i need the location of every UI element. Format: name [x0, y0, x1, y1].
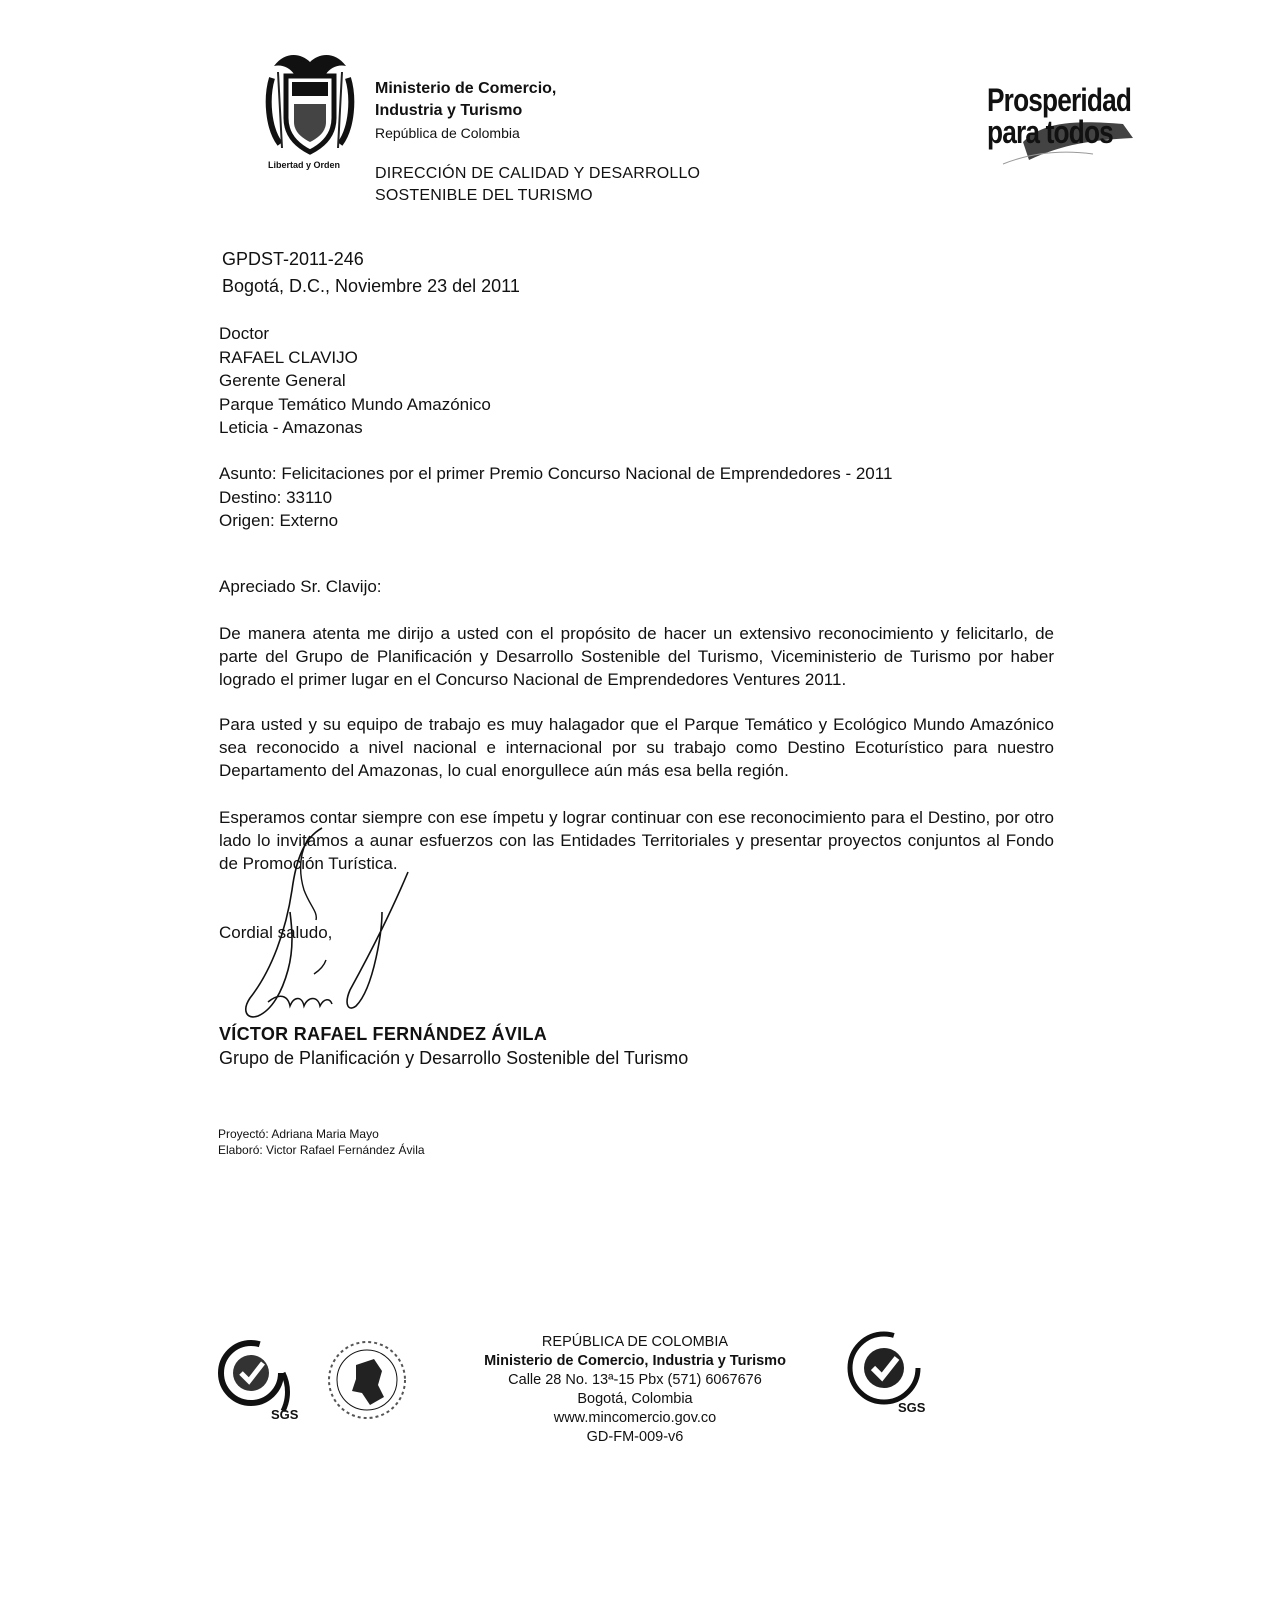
ministry-name-line2: Industria y Turismo — [375, 102, 523, 119]
direction-line1: DIRECCIÓN DE CALIDAD Y DESARROLLO — [375, 165, 701, 182]
closing-text: Cordial saludo, — [219, 923, 333, 942]
addressee-line: Gerente General — [219, 371, 346, 390]
footer-ministry: Ministerio de Comercio, Industria y Turismo — [484, 1353, 786, 1369]
reference-block — [222, 246, 520, 300]
addressee-line: Doctor — [219, 324, 270, 343]
prepared-by: Elaboró: Victor Rafael Fernández Ávila — [218, 1143, 425, 1157]
destination-line: Destino: 33110 — [219, 487, 333, 507]
footer-city: Bogotá, Colombia — [577, 1391, 693, 1407]
origin-line: Origen: Externo — [219, 511, 339, 530]
colombia-quality-seal — [322, 1335, 412, 1425]
drafting-credits — [218, 1126, 425, 1158]
coat-of-arms-seal — [264, 48, 356, 168]
sgs-label: SGS — [898, 1400, 926, 1415]
salutation: Apreciado Sr. Clavijo: — [219, 577, 382, 596]
seal-motto: Libertad y Orden — [268, 160, 341, 170]
sgs-label: SGS — [271, 1407, 299, 1422]
addressee-line: Parque Temático Mundo Amazónico — [219, 394, 491, 414]
footer-address — [460, 1333, 810, 1447]
direction-title — [375, 163, 700, 207]
body-paragraph: Esperamos contar siempre con ese ímpetu y lograr continuar con ese reconocimiento para el Destino, por otro lado lo invitamos a aunar esfuerzos con las Entidades Territoriales y presentar proyectos conjuntos al Fondo de Promoción Turística. — [219, 808, 1054, 873]
body-paragraph: Para usted y su equipo de trabajo es muy halagador que el Parque Temático y Ecológico Mundo Amazónico sea reconocido a nivel nacional e internacional por su trabajo como Destino Ecoturístico para nuestro Departamento del Amazonas, lo cual enorgullece aún más esa bella región. — [219, 715, 1054, 780]
handwritten-signature — [232, 820, 432, 1025]
subject-block — [219, 462, 892, 533]
addressee-block — [219, 322, 491, 440]
reference-number: GPDST-2011-246 — [222, 249, 364, 269]
sgs-certification-seal — [213, 1333, 303, 1423]
ministry-name-line1: Ministerio de Comercio, — [375, 80, 557, 97]
prosperidad-logo — [983, 82, 1153, 172]
footer-form-code: GD-FM-009-v6 — [586, 1429, 684, 1445]
subject-line: Asunto: Felicitaciones por el primer Premio Concurso Nacional de Emprendedores - 2011 — [219, 464, 893, 483]
sgs-iso-seal — [842, 1326, 932, 1416]
addressee-line: Leticia - Amazonas — [219, 418, 363, 437]
letter-date: Bogotá, D.C., Noviembre 23 del 2011 — [222, 276, 520, 296]
slogan-line2: para todos — [987, 114, 1113, 150]
signer-name: VÍCTOR RAFAEL FERNÁNDEZ ÁVILA — [219, 1024, 548, 1044]
projected-by: Proyectó: Adriana Maria Mayo — [218, 1127, 379, 1141]
signer-group: Grupo de Planificación y Desarrollo Sostenible del Turismo — [219, 1048, 689, 1068]
country-name: República de Colombia — [375, 125, 520, 141]
addressee-line: RAFAEL CLAVIJO — [219, 347, 358, 367]
footer-country: REPÚBLICA DE COLOMBIA — [541, 1334, 729, 1350]
ministry-header — [375, 78, 556, 144]
direction-line2: SOSTENIBLE DEL TURISMO — [375, 187, 593, 204]
footer-street: Calle 28 No. 13ª-15 Pbx (571) 6067676 — [508, 1372, 762, 1388]
body-paragraph: De manera atenta me dirijo a usted con el propósito de hacer un extensivo reconocimiento y felicitarlo, de parte del Grupo de Planificación y Desarrollo Sostenible del Turismo, Viceministerio de Turismo por haber logrado el primer lugar en el Concurso Nacional de Emprendedores Ventures 2011. — [219, 624, 1054, 689]
footer-website: www.mincomercio.gov.co — [553, 1410, 717, 1426]
slogan-line1: Prosperidad — [987, 82, 1132, 118]
